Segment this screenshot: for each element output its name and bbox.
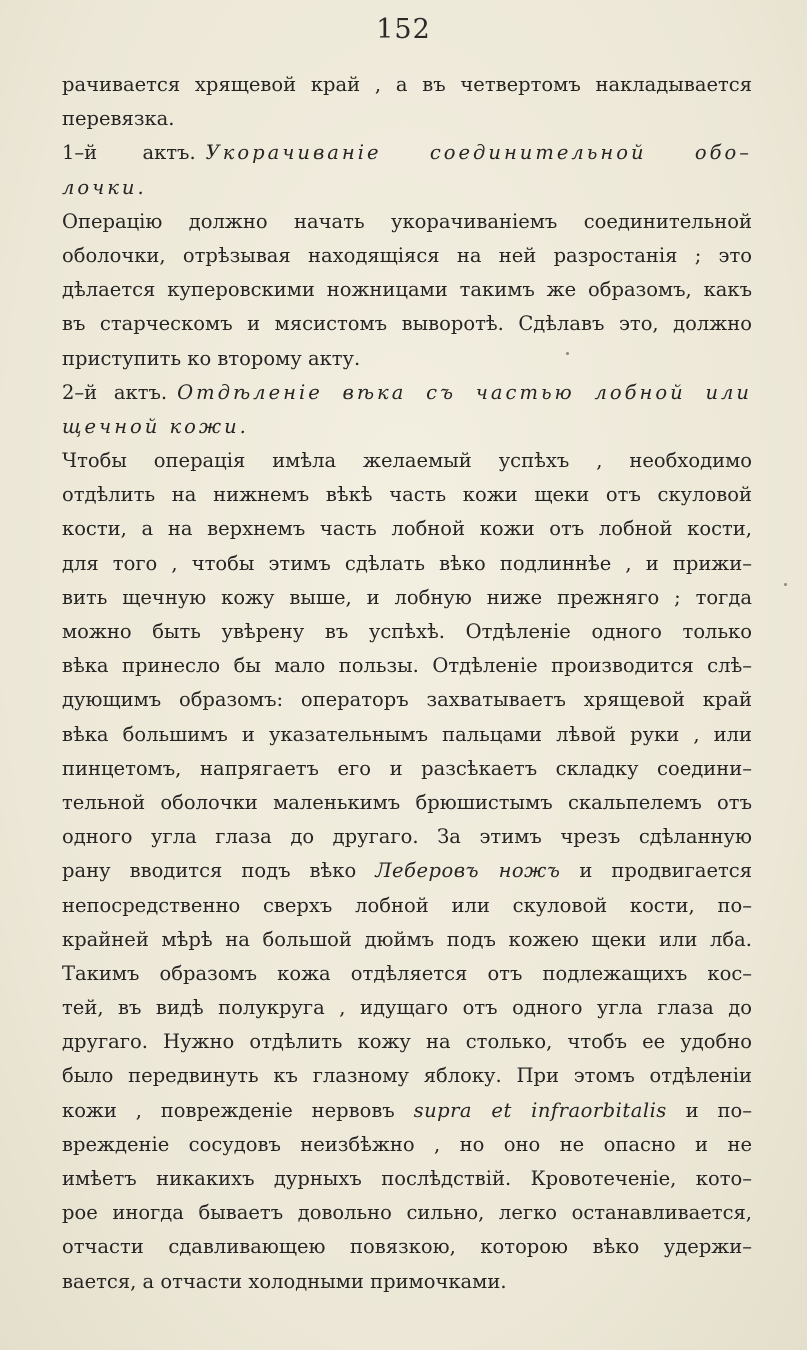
- text-line: вить щечную кожу выше, и лобную ниже прежняго ; тогда: [62, 585, 752, 609]
- text-line: вѣка большимъ и указательнымъ пальцами лѣвой руки , или: [62, 722, 752, 746]
- act-label: 1–й актъ.: [62, 141, 196, 165]
- text-line: тельной оболочки маленькимъ брюшистымъ скальпелемъ отъ: [62, 790, 752, 814]
- text-line: [62, 1094, 752, 1128]
- text-line: можно быть увѣрену въ успѣхѣ. Отдѣленіе одного только: [62, 620, 752, 643]
- act-title: Укорачиваніе соединительной обо–: [205, 141, 752, 165]
- paper-speck: [784, 583, 787, 586]
- text-line: [62, 410, 752, 444]
- text-line: непосредственно сверхъ лобной или скуловой кости, по–: [62, 893, 752, 917]
- text-line: вѣка принесло бы мало пользы. Отдѣленіе производится слѣ–: [62, 654, 752, 678]
- italic-term: supra et infraorbitalis: [413, 1098, 667, 1122]
- text-line: [62, 171, 752, 205]
- text-line: для того , чтобы этимъ сдѣлать вѣко подлиннѣе , и прижи–: [62, 551, 752, 575]
- text-line: Такимъ образомъ кожа отдѣляется отъ подлежащихъ кос–: [62, 961, 752, 985]
- text-line: отдѣлить на нижнемъ вѣкѣ часть кожи щеки отъ скуловой: [62, 483, 752, 507]
- text-line: рачивается хрящевой край , а въ четвертомъ накладывается: [62, 73, 752, 96]
- italic-term: Леберовъ ножъ: [375, 859, 561, 883]
- text-line: дѣлается куперовскими ножницами такимъ же образомъ, какъ: [62, 278, 752, 302]
- text-line: другаго. Нужно отдѣлить кожу на столько, чтобъ ее удобно: [62, 1030, 752, 1054]
- text-line: [62, 854, 752, 888]
- body-text: [62, 68, 752, 1299]
- text-span: рану вводится подъ вѣко: [62, 859, 376, 883]
- text-line: рое иногда бываетъ довольно сильно, легко останавливается,: [62, 1201, 752, 1225]
- paper-speck: [566, 352, 569, 355]
- text-line: въ старческомъ и мясистомъ выворотѣ. Сдѣлавъ это, должно: [62, 312, 752, 336]
- text-line: Чтобы операція имѣла желаемый успѣхъ , необходимо: [62, 449, 752, 473]
- page-number: 152: [376, 14, 431, 45]
- text-line: имѣетъ никакихъ дурныхъ послѣдствій. Кровотеченіе, кото–: [62, 1167, 752, 1190]
- text-line: приступить ко второму акту.: [62, 346, 361, 370]
- act-label: 2–й актъ.: [62, 380, 168, 404]
- text-line: дующимъ образомъ: операторъ захватываетъ хрящевой край: [62, 688, 752, 712]
- text-line: оболочки, отрѣзывая находящіяся на ней разростанія ; это: [62, 243, 752, 267]
- text-span: и по–: [666, 1098, 752, 1122]
- text-line: отчасти сдавливающею повязкою, которою вѣко удержи–: [62, 1235, 752, 1259]
- text-line: тей, въ видѣ полукруга , идущаго отъ одного угла глаза до: [62, 996, 752, 1020]
- text-line: вается, а отчасти холодными примочками.: [62, 1269, 507, 1293]
- text-span: кожи , поврежденіе нервовъ: [62, 1098, 414, 1122]
- text-line: врежденіе сосудовъ неизбѣжно , но оно не опасно и не: [62, 1132, 752, 1156]
- text-span: и продвигается: [560, 859, 752, 883]
- text-line: крайней мѣрѣ на большой дюймъ подъ кожею щеки или лба.: [62, 927, 752, 951]
- text-line: [62, 376, 752, 410]
- text-line: было передвинуть къ глазному яблоку. При этомъ отдѣленіи: [62, 1064, 752, 1088]
- text-line: Операцію должно начать укорачиваніемъ соединительной: [62, 209, 752, 233]
- text-line: кости, а на верхнемъ часть лобной кожи отъ лобной кости,: [62, 517, 752, 541]
- text-line: [62, 136, 752, 170]
- text-line: одного угла глаза до другаго. За этимъ чрезъ сдѣланную: [62, 825, 752, 849]
- text-line: перевязка.: [62, 107, 175, 131]
- act-title: лочки.: [62, 175, 147, 199]
- act-title: щечной кожи.: [62, 414, 249, 438]
- text-line: пинцетомъ, напрягаетъ его и разсѣкаетъ складку соедини–: [62, 756, 752, 780]
- act-title: Отдѣленіе вѣка съ частью лобной или: [177, 380, 752, 404]
